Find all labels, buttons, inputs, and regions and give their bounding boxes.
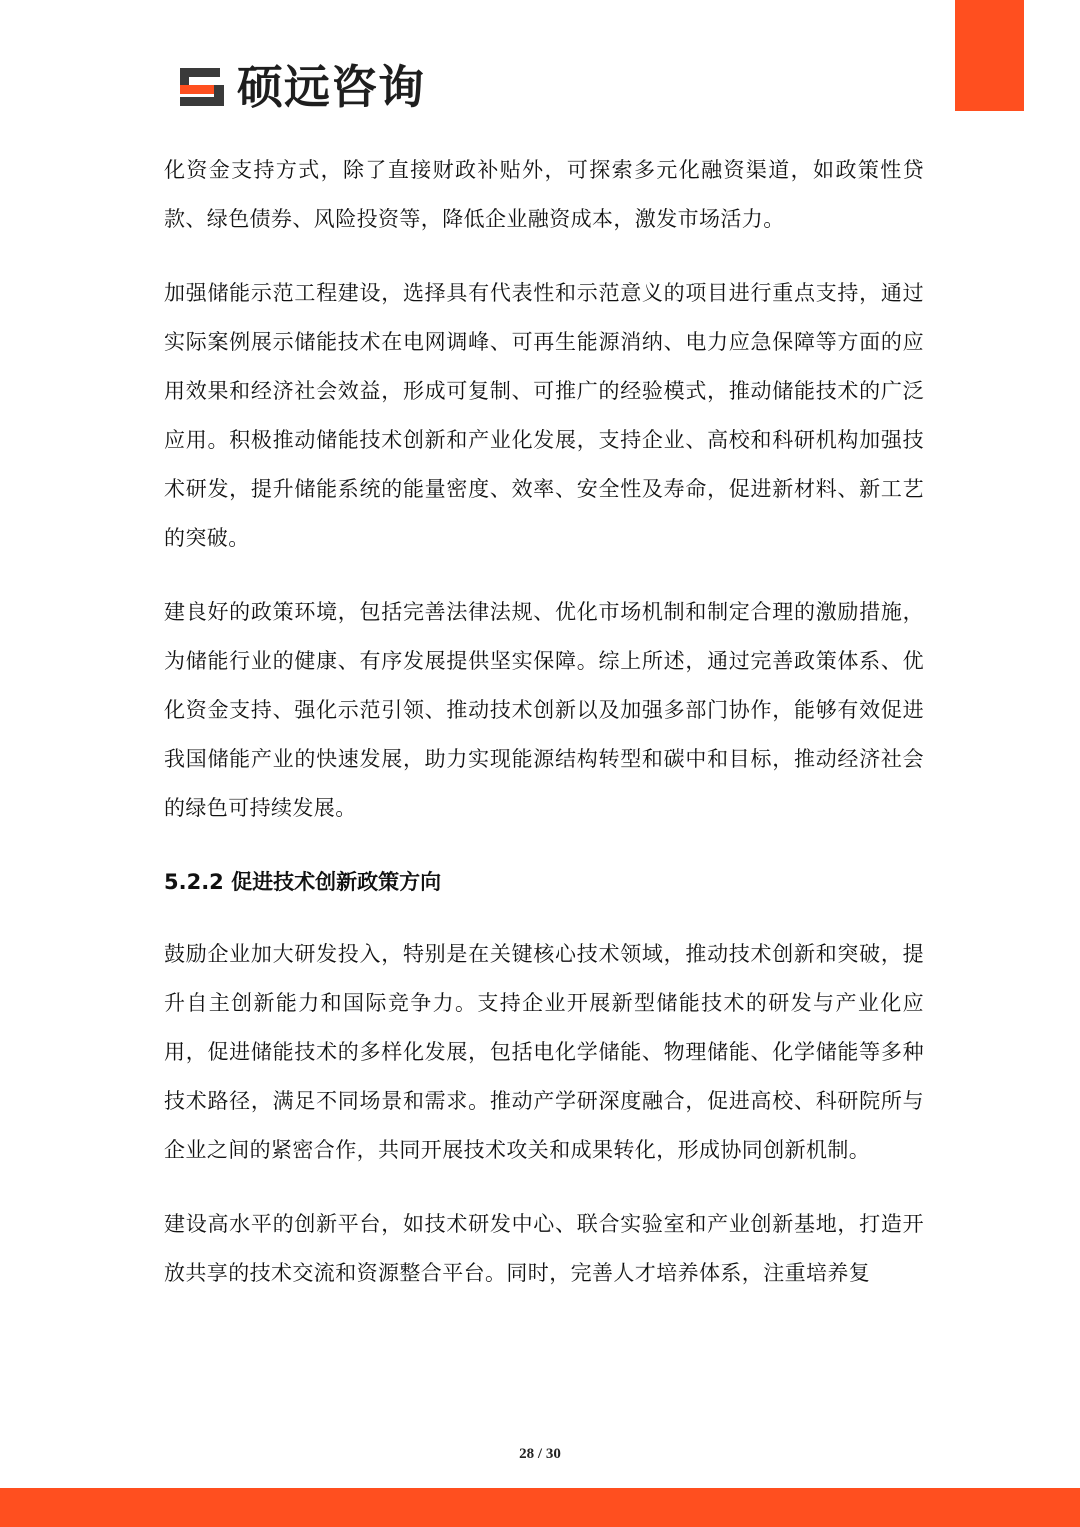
paragraph: 鼓励企业加大研发投入，特别是在关键核心技术领域，推动技术创新和突破，提升自主创新能力和国际竞争力。支持企业开展新型储能技术的研发与产业化应用，促进储能技术的多样化发展，包括电化学储能、物理储能、化学储能等多种技术路径，满足不同场景和需求。推动产学研深度融合，促进高校、科研院所与企业之间的紧密合作，共同开展技术攻关和成果转化，形成协同创新机制。 — [164, 942, 924, 1162]
paragraph: 建良好的政策环境，包括完善法律法规、优化市场机制和制定合理的激励措施，为储能行业的健康、有序发展提供坚实保障。综上所述，通过完善政策体系、优化资金支持、强化示范引领、推动技术创新以及加强多部门协作，能够有效促进我国储能产业的快速发展，助力实现能源结构转型和碳中和目标，推动经济社会的绿色可持续发展。 — [164, 600, 924, 820]
section-heading: 5.2.2 促进技术创新政策方向 — [164, 870, 442, 894]
footer-accent-band — [0, 1488, 1080, 1527]
paragraph: 加强储能示范工程建设，选择具有代表性和示范意义的项目进行重点支持，通过实际案例展示储能技术在电网调峰、可再生能源消纳、电力应急保障等方面的应用效果和经济社会效益，形成可复制、可推广的经验模式，推动储能技术的广泛应用。积极推动储能技术创新和产业化发展，支持企业、高校和科研机构加强技术研发，提升储能系统的能量密度、效率、安全性及寿命，促进新材料、新工艺的突破。 — [164, 281, 924, 550]
s-shaped-logo-icon — [176, 64, 228, 110]
corner-accent-tab — [955, 0, 1024, 111]
page-header — [176, 58, 425, 116]
brand-name: 硕远咨询 — [237, 60, 425, 114]
paragraph: 建设高水平的创新平台，如技术研发中心、联合实验室和产业创新基地，打造开放共享的技术交流和资源整合平台。同时，完善人才培养体系，注重培养复 — [164, 1212, 924, 1285]
paragraph: 化资金支持方式，除了直接财政补贴外，可探索多元化融资渠道，如政策性贷款、绿色债券、风险投资等，降低企业融资成本，激发市场活力。 — [164, 158, 924, 231]
document-body — [164, 146, 924, 1323]
page-number: 28 / 30 — [519, 1446, 561, 1462]
